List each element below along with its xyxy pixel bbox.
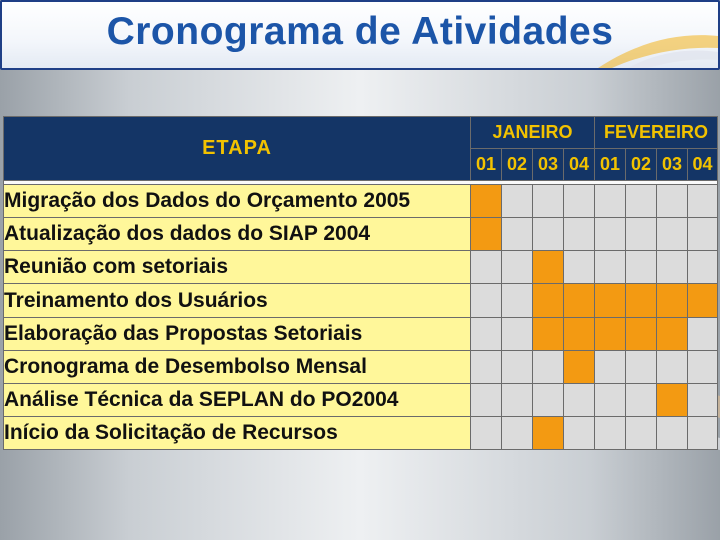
schedule-cell-inactive xyxy=(564,218,595,251)
week-header: 01 xyxy=(471,149,502,181)
task-row xyxy=(4,284,718,317)
schedule-cell-inactive xyxy=(688,251,718,284)
task-rows xyxy=(4,185,718,450)
week-header: 02 xyxy=(502,149,533,181)
schedule-table xyxy=(3,116,718,450)
month-header-fevereiro: FEVEREIRO xyxy=(595,117,718,149)
schedule-cell-inactive xyxy=(595,350,626,383)
schedule-cell-active xyxy=(595,317,626,350)
schedule-cell-inactive xyxy=(533,350,564,383)
schedule-cell-inactive xyxy=(595,218,626,251)
schedule-cell-inactive xyxy=(657,350,688,383)
task-row xyxy=(4,350,718,383)
schedule-cell-active xyxy=(626,284,657,317)
schedule-cell-inactive xyxy=(533,218,564,251)
task-label: Reunião com setoriais xyxy=(4,251,471,284)
schedule-cell-inactive xyxy=(502,416,533,449)
schedule-cell-inactive xyxy=(626,185,657,218)
header-row-months xyxy=(4,117,718,149)
task-label: Elaboração das Propostas Setoriais xyxy=(4,317,471,350)
task-row xyxy=(4,185,718,218)
schedule-cell-inactive xyxy=(688,350,718,383)
schedule-cell-inactive xyxy=(564,416,595,449)
schedule-cell-inactive xyxy=(657,251,688,284)
schedule-cell-inactive xyxy=(533,383,564,416)
task-row xyxy=(4,251,718,284)
title-bar xyxy=(0,0,720,70)
week-header: 02 xyxy=(626,149,657,181)
task-label: Cronograma de Desembolso Mensal xyxy=(4,350,471,383)
schedule-cell-active xyxy=(564,350,595,383)
schedule-cell-inactive xyxy=(471,317,502,350)
schedule-cell-active xyxy=(471,218,502,251)
schedule-cell-inactive xyxy=(564,383,595,416)
schedule-cell-inactive xyxy=(471,383,502,416)
schedule-cell-inactive xyxy=(502,317,533,350)
schedule-cell-active xyxy=(533,284,564,317)
schedule-cell-active xyxy=(626,317,657,350)
schedule-cell-active xyxy=(595,284,626,317)
schedule-cell-inactive xyxy=(502,383,533,416)
schedule-cell-active xyxy=(564,317,595,350)
week-header: 03 xyxy=(657,149,688,181)
week-header: 04 xyxy=(564,149,595,181)
task-row xyxy=(4,383,718,416)
schedule-cell-inactive xyxy=(502,251,533,284)
schedule-cell-inactive xyxy=(657,416,688,449)
schedule-cell-inactive xyxy=(626,383,657,416)
task-label: Início da Solicitação de Recursos xyxy=(4,416,471,449)
schedule-cell-inactive xyxy=(533,185,564,218)
page-title: Cronograma de Atividades xyxy=(106,10,614,53)
task-label: Migração dos Dados do Orçamento 2005 xyxy=(4,185,471,218)
schedule-cell-inactive xyxy=(564,185,595,218)
schedule-cell-inactive xyxy=(595,416,626,449)
schedule-cell-inactive xyxy=(626,251,657,284)
schedule-cell-inactive xyxy=(564,251,595,284)
schedule-cell-inactive xyxy=(657,185,688,218)
week-header: 04 xyxy=(688,149,718,181)
schedule-cell-inactive xyxy=(688,383,718,416)
schedule-cell-inactive xyxy=(502,284,533,317)
schedule-cell-active xyxy=(657,317,688,350)
schedule-cell-inactive xyxy=(595,251,626,284)
schedule-cell-inactive xyxy=(471,284,502,317)
schedule-cell-inactive xyxy=(688,317,718,350)
schedule-cell-inactive xyxy=(471,251,502,284)
schedule-cell-active xyxy=(533,251,564,284)
schedule-cell-inactive xyxy=(657,218,688,251)
schedule-cell-active xyxy=(564,284,595,317)
schedule-cell-inactive xyxy=(471,350,502,383)
task-row xyxy=(4,416,718,449)
schedule-cell-inactive xyxy=(688,218,718,251)
schedule-cell-inactive xyxy=(626,350,657,383)
schedule-cell-inactive xyxy=(502,218,533,251)
schedule-cell-inactive xyxy=(626,416,657,449)
schedule-cell-active xyxy=(688,284,718,317)
schedule-cell-active xyxy=(471,185,502,218)
schedule-cell-inactive xyxy=(595,383,626,416)
task-label: Análise Técnica da SEPLAN do PO2004 xyxy=(4,383,471,416)
month-header-janeiro: JANEIRO xyxy=(471,117,595,149)
schedule-cell-inactive xyxy=(502,185,533,218)
schedule-cell-inactive xyxy=(595,185,626,218)
task-row xyxy=(4,218,718,251)
task-label: Treinamento dos Usuários xyxy=(4,284,471,317)
schedule-cell-inactive xyxy=(502,350,533,383)
schedule-cell-active xyxy=(533,416,564,449)
task-label: Atualização dos dados do SIAP 2004 xyxy=(4,218,471,251)
schedule-cell-active xyxy=(657,284,688,317)
schedule-cell-active xyxy=(533,317,564,350)
schedule-cell-inactive xyxy=(688,185,718,218)
week-header: 03 xyxy=(533,149,564,181)
schedule-cell-inactive xyxy=(626,218,657,251)
week-header: 01 xyxy=(595,149,626,181)
schedule-cell-active xyxy=(657,383,688,416)
schedule-cell-inactive xyxy=(688,416,718,449)
schedule-cell-inactive xyxy=(471,416,502,449)
task-row xyxy=(4,317,718,350)
etapa-header: ETAPA xyxy=(4,117,471,181)
